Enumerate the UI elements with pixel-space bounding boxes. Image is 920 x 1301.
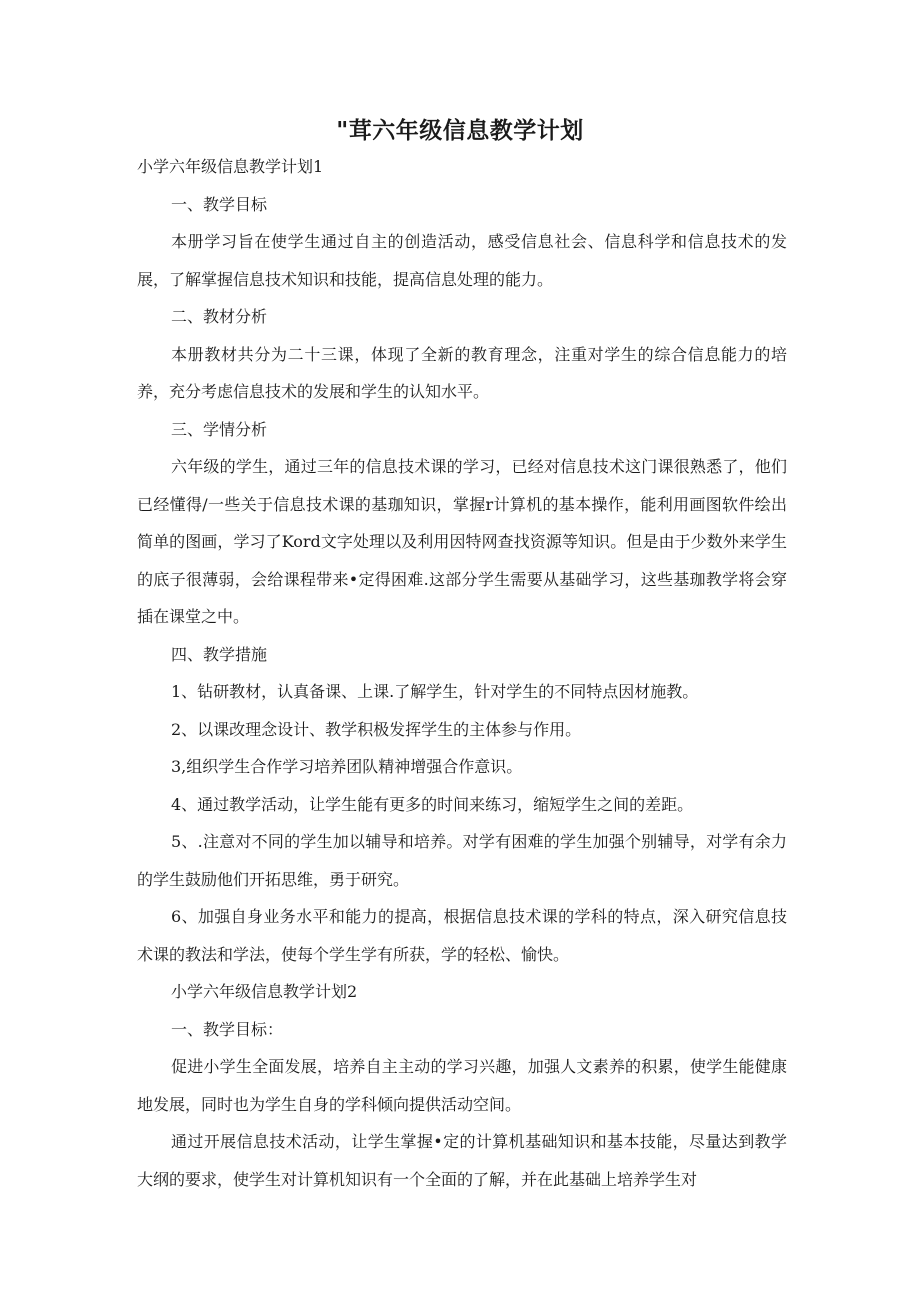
paragraph: 一、教学目标	[171, 194, 268, 214]
paragraph: 本册教材共分为二十三课，体现了全新的教育理念，注重对学生的综合信息能力的培养，充分考虑信息技术的发展和学生的认知水平。	[137, 344, 787, 401]
paragraph: 本册学习旨在使学生通过自主的创造活动，感受信息社会、信息科学和信息技术的发展，了解掌握信息技术知识和技能，提高信息处理的能力。	[137, 232, 787, 289]
paragraph: 六年级的学生，通过三年的信息技术课的学习，已经对信息技术这门课很熟悉了，他们已经懂得/一些关于信息技术课的基珈知识，掌握r计算机的基本操作，能利用画图软件绘出简单的图画，学习了Kord文字处理以及利用因特网查找资源等知识。但是由于少数外来学生的底子很薄弱，会给课程带来•定得困难.这部分学生需要从基础学习，这些基珈教学将会穿插在课堂之中。	[137, 457, 787, 626]
paragraph: 1、钻研教材，认真备课、上课.了解学生，针对学生的不同特点因材施教。	[171, 682, 699, 701]
paragraph: 小学六年级信息教学计划1	[137, 157, 324, 176]
paragraph: 四、教学措施	[171, 644, 268, 664]
paragraph: 2、以课改理念设计、教学积极发挥学生的主体参与作用。	[171, 719, 582, 739]
document-body	[137, 148, 787, 1198]
paragraph: 6、加强自身业务水平和能力的提高，根据信息技术课的学科的特点，深入研究信息技术课的教法和学法，使每个学生学有所获，学的轻松、愉快。	[137, 907, 787, 964]
paragraph: 通过开展信息技术活动，让学生掌握•定的计算机基础知识和基本技能，尽量达到教学大纲的要求，使学生对计算机知识有一个全面的了解，并在此基础上培养学生对	[137, 1132, 787, 1189]
paragraph: 小学六年级信息教学计划2	[171, 982, 358, 1001]
paragraph: 4、通过教学活动，让学生能有更多的时间来练习，缩短学生之间的差距。	[171, 794, 694, 814]
paragraph: 二、教材分析	[171, 307, 268, 326]
paragraph: 一、教学目标：	[171, 1019, 284, 1039]
paragraph: 促进小学生全面发展，培养自主主动的学习兴趣，加强人文素养的积累，使学生能健康地发展，同时也为学生自身的学科倾向提供活动空间。	[137, 1057, 787, 1114]
paragraph: 三、学情分析	[171, 419, 268, 439]
paragraph: 5、.注意对不同的学生加以辅导和培养。对学有困难的学生加强个别辅导，对学有余力的学生鼓励他们开拓思维，勇于研究。	[137, 832, 787, 889]
document-title: "茸六年级信息教学计划	[336, 118, 584, 144]
paragraph: 3,组织学生合作学习培养团队精神增强合作意识。	[171, 757, 523, 776]
